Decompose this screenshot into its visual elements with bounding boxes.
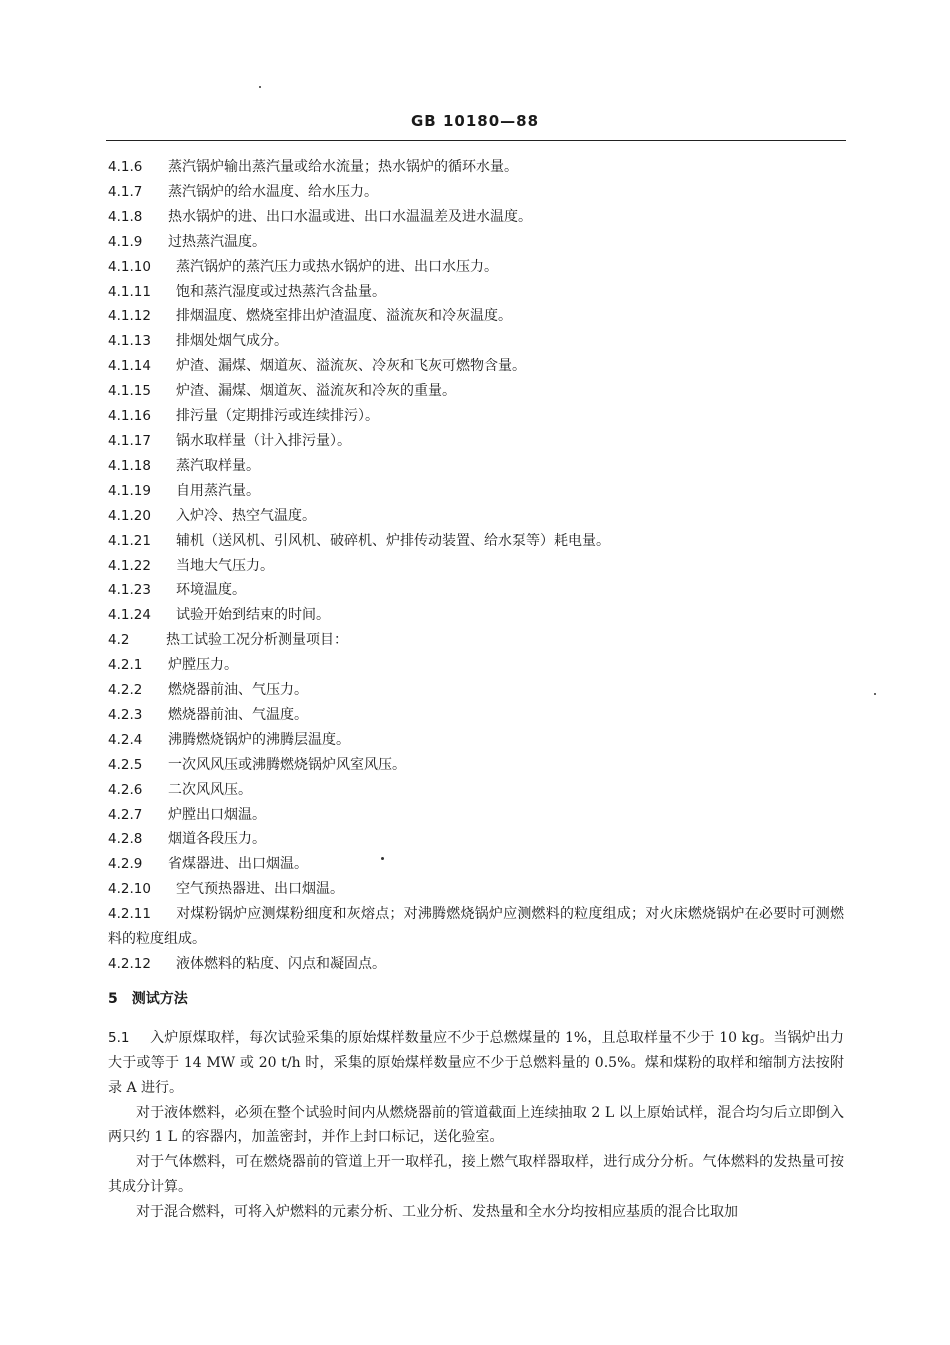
list-item [108, 230, 844, 255]
item-number: 4.1.12 [108, 308, 151, 325]
item-text: 过热蒸汽温度。 [168, 233, 266, 250]
item-number: 4.1.13 [108, 333, 151, 350]
item-4-2-11 [108, 902, 844, 952]
item-number: 4.1.14 [108, 358, 151, 375]
list-item [108, 753, 844, 778]
item-number: 4.2.7 [108, 806, 143, 823]
item-number: 4.2.3 [108, 706, 143, 723]
paragraph-number: 5.1 [108, 1029, 130, 1046]
item-text: 排污量（定期排污或连续排污）。 [176, 408, 379, 425]
item-text: 辅机（送风机、引风机、破碎机、炉排传动装置、给水泵等）耗电量。 [176, 532, 610, 549]
list-item [108, 653, 844, 678]
item-number: 4.1.19 [108, 482, 151, 499]
item-text: 蒸汽锅炉输出蒸汽量或给水流量；热水锅炉的循环水量。 [168, 159, 518, 175]
list-item [108, 379, 844, 404]
paragraph-text: 入炉原煤取样，每次试验采集的原始煤样数量应不少于总燃煤量的 1%，且总取样量不少于 10 kg。当锅炉出力大于或等于 14 MW 或 20 t/h 时，采集的原始煤样数量应不少于总燃料量的 0.5%。煤和煤粉的取样和缩制方法按附录 A 进行。 [108, 1029, 844, 1096]
item-4-2 [108, 628, 844, 653]
item-number: 4.1.18 [108, 457, 151, 474]
item-text: 一次风风压或沸腾燃烧锅炉风室风压。 [168, 756, 406, 773]
item-number: 4.1.23 [108, 582, 151, 599]
item-number: 4.1.22 [108, 557, 151, 574]
item-list-4-2 [108, 653, 844, 902]
paragraph-5-1 [108, 1026, 844, 1101]
item-list-4-1 [108, 155, 844, 628]
list-item [108, 479, 844, 504]
list-item [108, 728, 844, 753]
item-number: 4.1.21 [108, 532, 151, 549]
item-number: 4.1.20 [108, 507, 151, 524]
item-text: 沸腾燃烧锅炉的沸腾层温度。 [168, 731, 350, 748]
document-body [108, 155, 844, 1225]
item-text: 燃烧器前油、气温度。 [168, 706, 308, 723]
item-number: 4.2.4 [108, 731, 143, 748]
list-item [108, 578, 844, 603]
item-text: 热水锅炉的进、出口水温或进、出口水温温差及进水温度。 [168, 208, 532, 225]
item-text: 炉渣、漏煤、烟道灰、溢流灰和冷灰的重量。 [176, 383, 456, 400]
list-item [108, 852, 844, 877]
item-number: 4.2.5 [108, 756, 143, 773]
item-number: 4.1.10 [108, 258, 151, 275]
item-text: 炉膛出口烟温。 [168, 806, 266, 823]
item-text: 锅水取样量（计入排污量）。 [176, 432, 351, 449]
item-number: 4.1.6 [108, 159, 143, 175]
item-text: 液体燃料的粘度、闪点和凝固点。 [176, 956, 386, 972]
item-text: 排烟温度、燃烧室排出炉渣温度、溢流灰和冷灰温度。 [176, 308, 512, 325]
item-number: 4.2.10 [108, 881, 151, 898]
item-number: 4.2.12 [108, 956, 151, 972]
item-number: 4.1.8 [108, 208, 143, 225]
item-text: 入炉冷、热空气温度。 [176, 507, 316, 524]
scan-speck [874, 693, 876, 695]
item-number: 4.1.16 [108, 408, 151, 425]
item-text: 烟道各段压力。 [168, 831, 266, 848]
list-item [108, 678, 844, 703]
item-text: 热工试验工况分析测量项目： [166, 632, 348, 649]
paragraph-mixed-fuel: 对于混合燃料，可将入炉燃料的元素分析、工业分析、发热量和全水分均按相应基质的混合比取加 [136, 1204, 738, 1221]
item-text: 当地大气压力。 [176, 557, 274, 574]
scan-speck [259, 86, 261, 88]
list-item [108, 354, 844, 379]
list-item [108, 877, 844, 902]
item-text: 省煤器进、出口烟温。 [168, 856, 308, 873]
page-header: GB 10180—88 [410, 112, 540, 130]
header-rule [106, 140, 846, 141]
item-text: 排烟处烟气成分。 [176, 333, 288, 350]
item-text: 对煤粉锅炉应测煤粉细度和灰熔点；对沸腾燃烧锅炉应测燃料的粒度组成；对火床燃烧锅炉在必要时可测燃料的粒度组成。 [108, 906, 844, 948]
item-number: 4.2.1 [108, 657, 143, 674]
list-item [108, 504, 844, 529]
item-text: 燃烧器前油、气压力。 [168, 682, 308, 699]
item-number: 4.2.9 [108, 856, 143, 873]
item-text: 炉渣、漏煤、烟道灰、溢流灰、冷灰和飞灰可燃物含量。 [176, 358, 526, 375]
item-number: 4.1.15 [108, 383, 151, 400]
list-item [108, 603, 844, 628]
paragraph-gas-fuel: 对于气体燃料，可在燃烧器前的管道上开一取样孔，接上燃气取样器取样，进行成分分析。气体燃料的发热量可按其成分计算。 [108, 1154, 844, 1196]
list-item [108, 280, 844, 305]
item-number: 4.2.2 [108, 682, 143, 699]
item-text: 蒸汽锅炉的蒸汽压力或热水锅炉的进、出口水压力。 [176, 258, 498, 275]
list-item [108, 429, 844, 454]
item-text: 二次风风压。 [168, 781, 252, 798]
list-item [108, 803, 844, 828]
list-item [108, 205, 844, 230]
list-item [108, 827, 844, 852]
item-text: 饱和蒸汽湿度或过热蒸汽含盐量。 [176, 283, 386, 300]
paragraph-liquid-fuel: 对于液体燃料，必须在整个试验时间内从燃烧器前的管道截面上连续抽取 2 L 以上原始试样，混合均匀后立即倒入两只约 1 L 的容器内，加盖密封，并作上封口标记，送化验室。 [108, 1104, 844, 1146]
list-item [108, 255, 844, 280]
item-number: 4.1.17 [108, 432, 151, 449]
list-item [108, 529, 844, 554]
item-text: 空气预热器进、出口烟温。 [176, 881, 344, 898]
item-number: 4.2 [108, 632, 130, 649]
scan-speck [381, 857, 384, 860]
list-item [108, 180, 844, 205]
list-item [108, 404, 844, 429]
item-number: 4.1.24 [108, 607, 151, 624]
list-item [108, 778, 844, 803]
item-number: 4.1.9 [108, 233, 143, 250]
item-text: 蒸汽锅炉的给水温度、给水压力。 [168, 183, 378, 200]
item-4-2-12 [108, 952, 844, 977]
list-item [108, 454, 844, 479]
section-heading-5: 5 测试方法 [108, 990, 188, 1007]
item-text: 环境温度。 [176, 582, 246, 599]
item-number: 4.2.8 [108, 831, 143, 848]
list-item [108, 329, 844, 354]
item-number: 4.1.11 [108, 283, 151, 300]
item-text: 试验开始到结束的时间。 [176, 607, 330, 624]
item-number: 4.1.7 [108, 183, 143, 200]
item-number: 4.2.6 [108, 781, 143, 798]
item-text: 蒸汽取样量。 [176, 457, 260, 474]
list-item [108, 155, 844, 180]
list-item [108, 304, 844, 329]
item-text: 自用蒸汽量。 [176, 482, 260, 499]
list-item [108, 554, 844, 579]
list-item [108, 703, 844, 728]
item-text: 炉膛压力。 [168, 657, 238, 674]
item-number: 4.2.11 [108, 906, 151, 923]
